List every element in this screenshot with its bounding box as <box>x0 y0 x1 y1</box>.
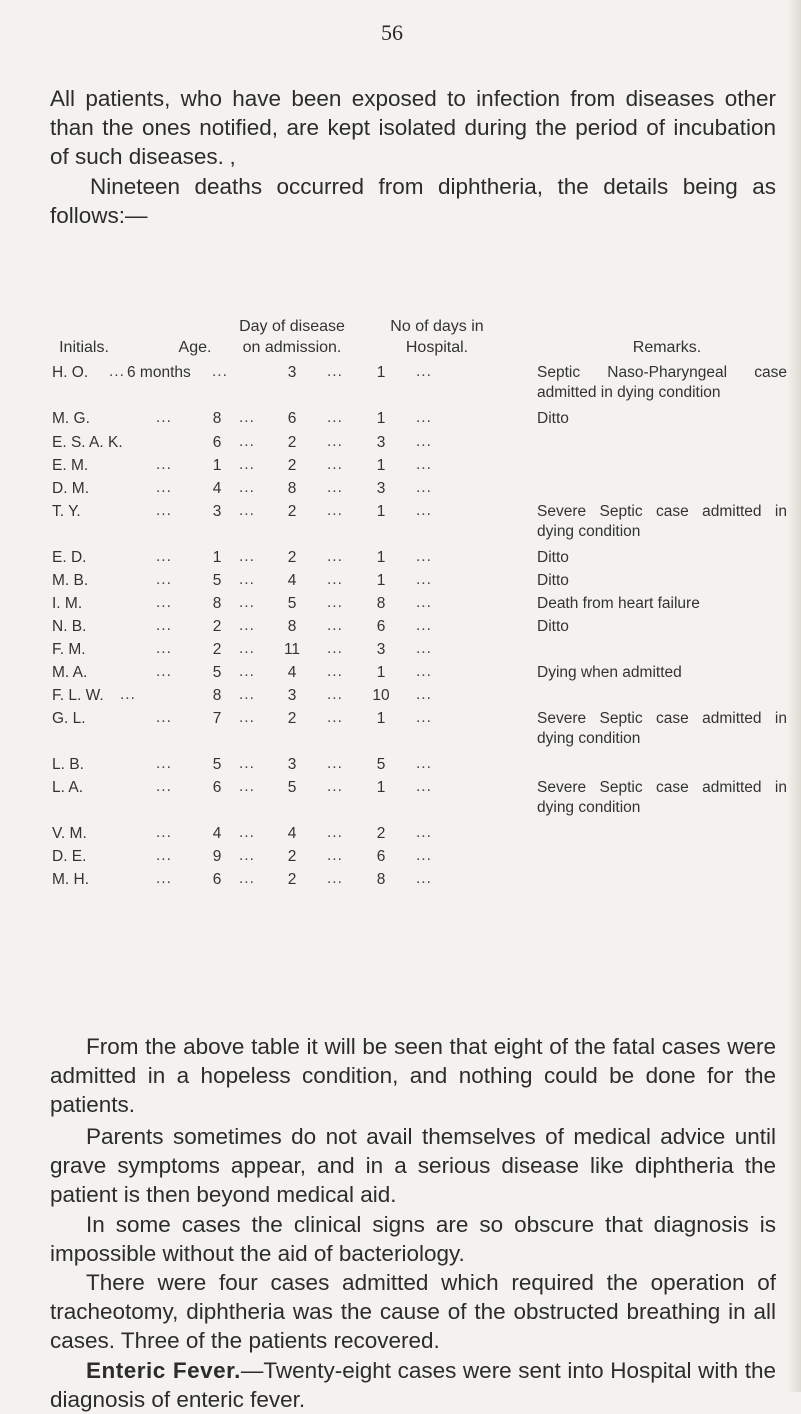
cell-days-in-hospital: 6 <box>376 618 386 635</box>
cell-day-of-disease: 3 <box>287 756 297 773</box>
table-row <box>52 617 787 639</box>
leader-dots: ... <box>416 479 432 496</box>
cell-age: 5 <box>212 572 222 589</box>
cell-age: 5 <box>212 664 222 681</box>
paragraph-tracheotomy: There were four cases admitted which required the operation of tracheotomy, diphtheria was the cause of the obstructed breathing in all cases. Three of the patients recovered. <box>50 1270 776 1353</box>
table-row <box>52 571 787 593</box>
cell-initials: N. B. <box>52 618 87 635</box>
cell-initials: D. E. <box>52 848 87 865</box>
cell-age: 8 <box>212 595 222 612</box>
leader-dots: ... <box>156 755 172 772</box>
header-day-line1: Day of disease <box>239 318 345 335</box>
leader-dots: ... <box>327 548 343 565</box>
deaths-paragraph: Nineteen deaths occurred from diphtheria, the details being as follows:— <box>50 174 776 228</box>
leader-dots: ... <box>156 663 172 680</box>
cell-days-in-hospital: 1 <box>376 457 386 474</box>
cell-day-of-disease: 11 <box>283 641 301 658</box>
cell-age: 6 <box>212 871 222 888</box>
cell-remarks: Severe Septic case admitted in dying condition <box>537 779 787 816</box>
leader-dots: ... <box>416 824 432 841</box>
table-row <box>52 686 787 708</box>
leader-dots: ... <box>156 571 172 588</box>
cell-day-of-disease: 2 <box>287 457 297 474</box>
leader-dots: ... <box>416 433 432 450</box>
leader-dots: ... <box>156 409 172 426</box>
intro-text: All patients, who have been exposed to infection from diseases other than the ones notified, are kept isolated during the period of incubation of such diseases. <box>50 86 776 169</box>
cell-days-in-hospital: 8 <box>376 595 386 612</box>
header-initials: Initials. <box>59 339 109 356</box>
cell-remarks: Ditto <box>537 410 569 427</box>
leader-dots: ... <box>327 433 343 450</box>
leader-dots: ... <box>416 456 432 473</box>
cell-age: 1 <box>212 549 222 566</box>
leader-dots: ... <box>239 640 255 657</box>
leader-dots: ... <box>109 363 125 380</box>
leader-dots: ... <box>416 502 432 519</box>
cell-age: 4 <box>212 825 222 842</box>
leader-dots: ... <box>156 824 172 841</box>
cell-initials: E. M. <box>52 457 89 474</box>
cell-day-of-disease: 3 <box>287 687 297 704</box>
cell-age: 2 <box>212 618 222 635</box>
table-row <box>52 502 787 540</box>
cell-remarks: Severe Septic case admitted in dying condition <box>537 503 787 540</box>
cell-day-of-disease: 4 <box>287 825 297 842</box>
cell-day-of-disease: 4 <box>287 572 297 589</box>
table-row <box>52 594 787 616</box>
leader-dots: ... <box>327 502 343 519</box>
cell-age: 9 <box>212 848 222 865</box>
table-row <box>52 870 787 892</box>
leader-dots: ... <box>327 594 343 611</box>
cell-days-in-hospital: 3 <box>376 641 386 658</box>
leader-dots: ... <box>416 548 432 565</box>
cell-day-of-disease: 2 <box>287 503 297 520</box>
cell-day-of-disease: 4 <box>287 664 297 681</box>
header-hosp-line2: Hospital. <box>405 339 469 356</box>
leader-dots: ... <box>416 709 432 726</box>
paragraph-clinical-signs: In some cases the clinical signs are so obscure that diagnosis is impossible without the aid of bacteriology. <box>50 1212 776 1266</box>
leader-dots: ... <box>239 663 255 680</box>
leader-dots: ... <box>416 617 432 634</box>
cell-days-in-hospital: 1 <box>376 549 386 566</box>
leader-dots: ... <box>327 363 343 380</box>
cell-days-in-hospital: 1 <box>376 710 386 727</box>
cell-day-of-disease: 6 <box>287 410 297 427</box>
leader-dots: ... <box>327 755 343 772</box>
leader-dots: ... <box>416 640 432 657</box>
cell-day-of-disease: 2 <box>287 434 297 451</box>
table-row <box>52 824 787 846</box>
table-row <box>52 479 787 501</box>
leader-dots: ... <box>239 709 255 726</box>
leader-dots: ... <box>239 479 255 496</box>
leader-dots: ... <box>239 502 255 519</box>
leader-dots: ... <box>156 479 172 496</box>
cell-remarks: Septic Naso-Pharyngeal case admitted in dying condition <box>537 364 787 401</box>
leader-dots: ... <box>416 363 432 380</box>
cell-remarks: Ditto <box>537 618 569 635</box>
table-row <box>52 409 787 431</box>
leader-dots: ... <box>327 479 343 496</box>
cell-initials: L. B. <box>52 756 84 773</box>
leader-dots: ... <box>327 824 343 841</box>
cell-initials: E. S. A. K. <box>52 434 123 451</box>
cell-age: 3 <box>212 503 222 520</box>
header-remarks: Remarks. <box>632 339 702 356</box>
leader-dots: ... <box>239 456 255 473</box>
enteric-fever-text: —Twenty-eight cases were sent into Hospital with the diagnosis of enteric fever. <box>50 1358 776 1412</box>
leader-dots: ... <box>156 502 172 519</box>
cell-initials: H. O. <box>52 364 89 381</box>
cell-age: 4 <box>212 480 222 497</box>
cell-day-of-disease: 2 <box>287 848 297 865</box>
table-row <box>52 847 787 869</box>
cell-initials: I. M. <box>52 595 83 612</box>
cell-days-in-hospital: 1 <box>376 664 386 681</box>
cell-days-in-hospital: 3 <box>376 480 386 497</box>
cell-initials: M. B. <box>52 572 89 589</box>
cell-days-in-hospital: 2 <box>376 825 386 842</box>
cell-day-of-disease: 8 <box>287 618 297 635</box>
table-row <box>52 433 787 455</box>
header-hosp-line1: No of days in <box>390 318 484 335</box>
enteric-fever-heading: Enteric Fever. <box>86 1358 241 1383</box>
cell-age: 6 <box>212 434 222 451</box>
leader-dots: ... <box>239 594 255 611</box>
cell-day-of-disease: 2 <box>287 549 297 566</box>
leader-dots: ... <box>156 640 172 657</box>
leader-dots: ... <box>416 778 432 795</box>
leader-dots: ... <box>327 870 343 887</box>
leader-dots: ... <box>212 363 228 380</box>
cell-initials: M. A. <box>52 664 88 681</box>
leader-dots: ... <box>239 686 255 703</box>
cell-age: 8 <box>212 410 222 427</box>
cell-day-of-disease: 5 <box>287 779 297 796</box>
leader-dots: ... <box>239 870 255 887</box>
leader-dots: ... <box>239 409 255 426</box>
cell-initials: F. L. W. <box>52 687 104 704</box>
cell-days-in-hospital: 1 <box>376 364 386 381</box>
leader-dots: ... <box>327 847 343 864</box>
leader-dots: ... <box>156 617 172 634</box>
leader-dots: ... <box>416 594 432 611</box>
cell-remarks: Dying when admitted <box>537 664 682 681</box>
cell-days-in-hospital: 3 <box>376 434 386 451</box>
leader-dots: ... <box>327 617 343 634</box>
table-row <box>52 709 787 747</box>
header-age: Age. <box>178 339 212 356</box>
cell-initials: T. Y. <box>52 503 81 520</box>
cell-days-in-hospital: 1 <box>376 503 386 520</box>
cell-days-in-hospital: 1 <box>376 572 386 589</box>
leader-dots: ... <box>327 456 343 473</box>
page-edge-shadow <box>787 0 801 1392</box>
cell-remarks: Death from heart failure <box>537 595 700 612</box>
paragraph-from-table: From the above table it will be seen that eight of the fatal cases were admitted in a hopeless condition, and nothing could be done for the patients. <box>50 1034 776 1117</box>
cell-day-of-disease: 2 <box>287 871 297 888</box>
intro-paragraph <box>50 84 776 171</box>
leader-dots: ... <box>416 571 432 588</box>
cell-day-of-disease: 3 <box>287 364 297 381</box>
table-row <box>52 755 787 777</box>
page-number: 56 <box>381 20 403 45</box>
paragraph-parents: Parents sometimes do not avail themselves of medical advice until grave symptoms appear, and in a serious disease like diphtheria the patient is then beyond medical aid. <box>50 1124 776 1207</box>
cell-initials: V. M. <box>52 825 87 842</box>
cell-initials: M. H. <box>52 871 90 888</box>
cell-age: 6 <box>212 779 222 796</box>
cell-days-in-hospital: 8 <box>376 871 386 888</box>
leader-dots: ... <box>327 709 343 726</box>
cell-remarks: Severe Septic case admitted in dying condition <box>537 710 787 747</box>
leader-dots: ... <box>327 663 343 680</box>
cell-age: 7 <box>212 710 222 727</box>
table-row <box>52 456 787 478</box>
leader-dots: ... <box>239 778 255 795</box>
leader-dots: ... <box>239 571 255 588</box>
leader-dots: ... <box>327 409 343 426</box>
leader-dots: ... <box>156 456 172 473</box>
leader-dots: ... <box>156 778 172 795</box>
table-row <box>52 663 787 685</box>
cell-age: 2 <box>212 641 222 658</box>
cell-age: 5 <box>212 756 222 773</box>
leader-dots: ... <box>120 686 136 703</box>
cell-days-in-hospital: 1 <box>376 779 386 796</box>
leader-dots: ... <box>239 847 255 864</box>
table-row <box>52 778 787 816</box>
intro-stray-mark: ‚ <box>230 144 236 169</box>
cell-day-of-disease: 5 <box>287 595 297 612</box>
cell-initials: G. L. <box>52 710 86 727</box>
cell-initials: E. D. <box>52 549 87 566</box>
leader-dots: ... <box>239 617 255 634</box>
leader-dots: ... <box>327 686 343 703</box>
cell-initials: D. M. <box>52 480 90 497</box>
leader-dots: ... <box>416 686 432 703</box>
leader-dots: ... <box>327 778 343 795</box>
paragraph-enteric-fever <box>50 1356 776 1414</box>
cell-initials: M. G. <box>52 410 90 427</box>
cell-days-in-hospital: 10 <box>372 687 390 704</box>
leader-dots: ... <box>239 755 255 772</box>
leader-dots: ... <box>239 824 255 841</box>
leader-dots: ... <box>416 755 432 772</box>
cell-age: 6 months <box>127 364 191 381</box>
leader-dots: ... <box>156 847 172 864</box>
leader-dots: ... <box>416 847 432 864</box>
leader-dots: ... <box>156 548 172 565</box>
cell-initials: F. M. <box>52 641 86 658</box>
leader-dots: ... <box>416 409 432 426</box>
cell-remarks: Ditto <box>537 572 569 589</box>
leader-dots: ... <box>239 548 255 565</box>
leader-dots: ... <box>327 571 343 588</box>
cell-days-in-hospital: 1 <box>376 410 386 427</box>
leader-dots: ... <box>239 433 255 450</box>
cell-age: 1 <box>212 457 222 474</box>
table-row <box>52 363 787 401</box>
leader-dots: ... <box>156 709 172 726</box>
cell-age: 8 <box>212 687 222 704</box>
cell-days-in-hospital: 6 <box>376 848 386 865</box>
leader-dots: ... <box>416 663 432 680</box>
table-row <box>52 548 787 570</box>
leader-dots: ... <box>156 594 172 611</box>
leader-dots: ... <box>327 640 343 657</box>
leader-dots: ... <box>416 870 432 887</box>
cell-initials: L. A. <box>52 779 84 796</box>
cell-day-of-disease: 8 <box>287 480 297 497</box>
header-day-line2: on admission. <box>242 339 342 356</box>
cell-days-in-hospital: 5 <box>376 756 386 773</box>
table-row <box>52 640 787 662</box>
leader-dots: ... <box>156 870 172 887</box>
cell-remarks: Ditto <box>537 549 569 566</box>
cell-day-of-disease: 2 <box>287 710 297 727</box>
